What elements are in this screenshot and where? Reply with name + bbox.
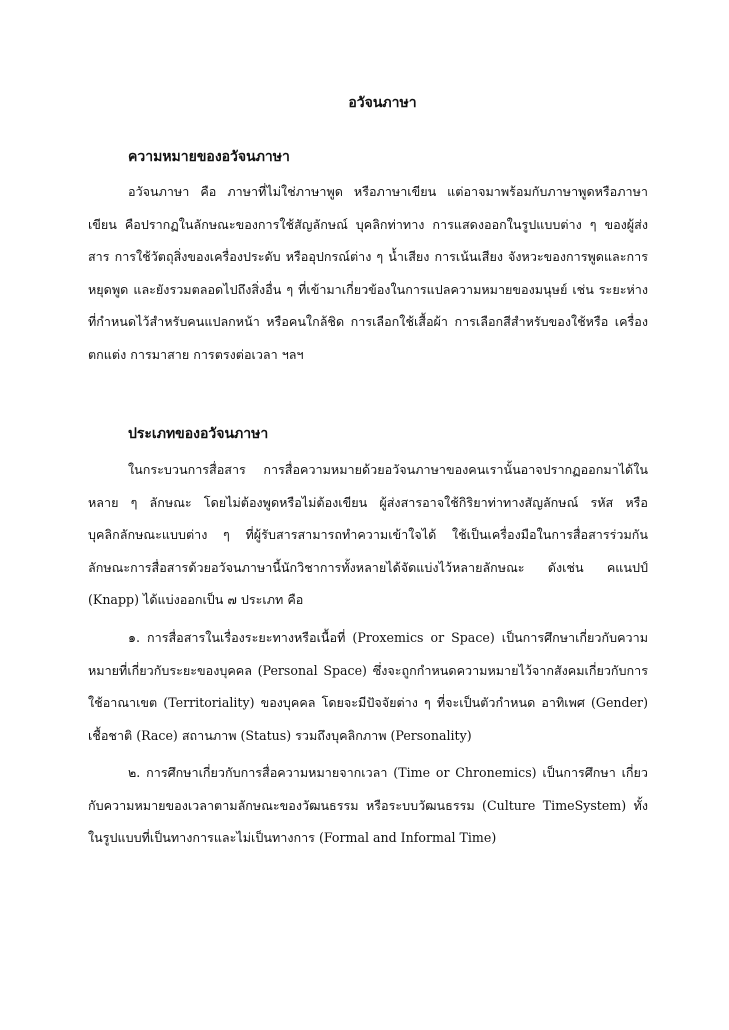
paragraph-meaning: อวัจนภาษา คือ ภาษาที่ไม่ใช่ภาษาพูด หรือภาษาเขียน แต่อาจมาพร้อมกับภาษาพูดหรือภาษาเขียน คือปรากฏในลักษณะของการใช้สัญลักษณ์ บุคลิกท่าทาง การแสดงออกในรูปแบบต่าง ๆ ของผู้ส่งสาร การใช้วัตถุสิ่งของเครื่องประดับ หรืออุปกรณ์ต่าง ๆ น้ำเสียง การเน้นเสียง จังหวะของการพูดและการหยุดพูด และยังรวมตลอดไปถึงสิ่งอื่น ๆ ที่เข้ามาเกี่ยวข้องในการแปลความหมายของมนุษย์ เช่น ระยะห่างที่กำหนดไว้สำหรับคนแปลกหน้า หรือคนใกล้ชิด การเลือกใช้เสื้อผ้า การเลือกสีสำหรับของใช้หรือ เครื่องตกแต่ง การมาสาย การตรงต่อเวลา ฯลฯ bbox=[88, 184, 648, 362]
paragraph-item-1-proxemics: ๑. การสื่อสารในเรื่องระยะทางหรือเนื้อที่ (Proxemics or Space) เป็นการศึกษาเกี่ยวกับความหมายที่เกี่ยวกับระยะของบุคคล (Personal Space) ซึ่งจะถูกกำหนดความหมายไว้จากสังคมเกี่ยวกับการใช้อาณาเขต (Territoriality) ของบุคคล โดยจะมีปัจจัยต่าง ๆ ที่จะเป็นตัวกำหนด อาทิเพศ (Gender) เชื้อชาติ (Race) สถานภาพ (Status) รวมถึงบุคลิกภาพ (Personality) bbox=[88, 630, 648, 743]
paragraph-item-2-chronemics: ๒. การศึกษาเกี่ยวกับการสื่อความหมายจากเวลา (Time or Chronemics) เป็นการศึกษา เกี่ยวกับความหมายของเวลาตามลักษณะของวัฒนธรรม หรือระบบวัฒนธรรม (Culture TimeSystem) ทั้งในรูปแบบที่เป็นทางการและไม่เป็นทางการ (Formal and Informal Time) bbox=[88, 765, 648, 845]
document-title: อวัจนภาษา bbox=[348, 95, 417, 111]
section-heading-meaning: ความหมายของอวัจนภาษา bbox=[128, 149, 290, 165]
paragraph-types-intro: ในกระบวนการสื่อสาร การสื่อความหมายด้วยอวัจนภาษาของคนเรานั้นอาจปรากฏออกมาได้ในหลาย ๆ ลักษณะ โดยไม่ต้องพูดหรือไม่ต้องเขียน ผู้ส่งสารอาจใช้กิริยาท่าทางสัญลักษณ์ รหัส หรือบุคลิกลักษณะแบบต่าง ๆ ที่ผู้รับสารสามารถทำความเข้าใจได้ ใช้เป็นเครื่องมือในการสื่อสารร่วมกัน ลักษณะการสื่อสารด้วยอวัจนภาษานี้นักวิชาการทั้งหลายได้จัดแบ่งไว้หลายลักษณะ ดังเช่น คแนปป์ (Knapp) ได้แบ่งออกเป็น ๗ ประเภท คือ bbox=[88, 462, 648, 607]
section-heading-types: ประเภทของอวัจนภาษา bbox=[128, 426, 269, 442]
